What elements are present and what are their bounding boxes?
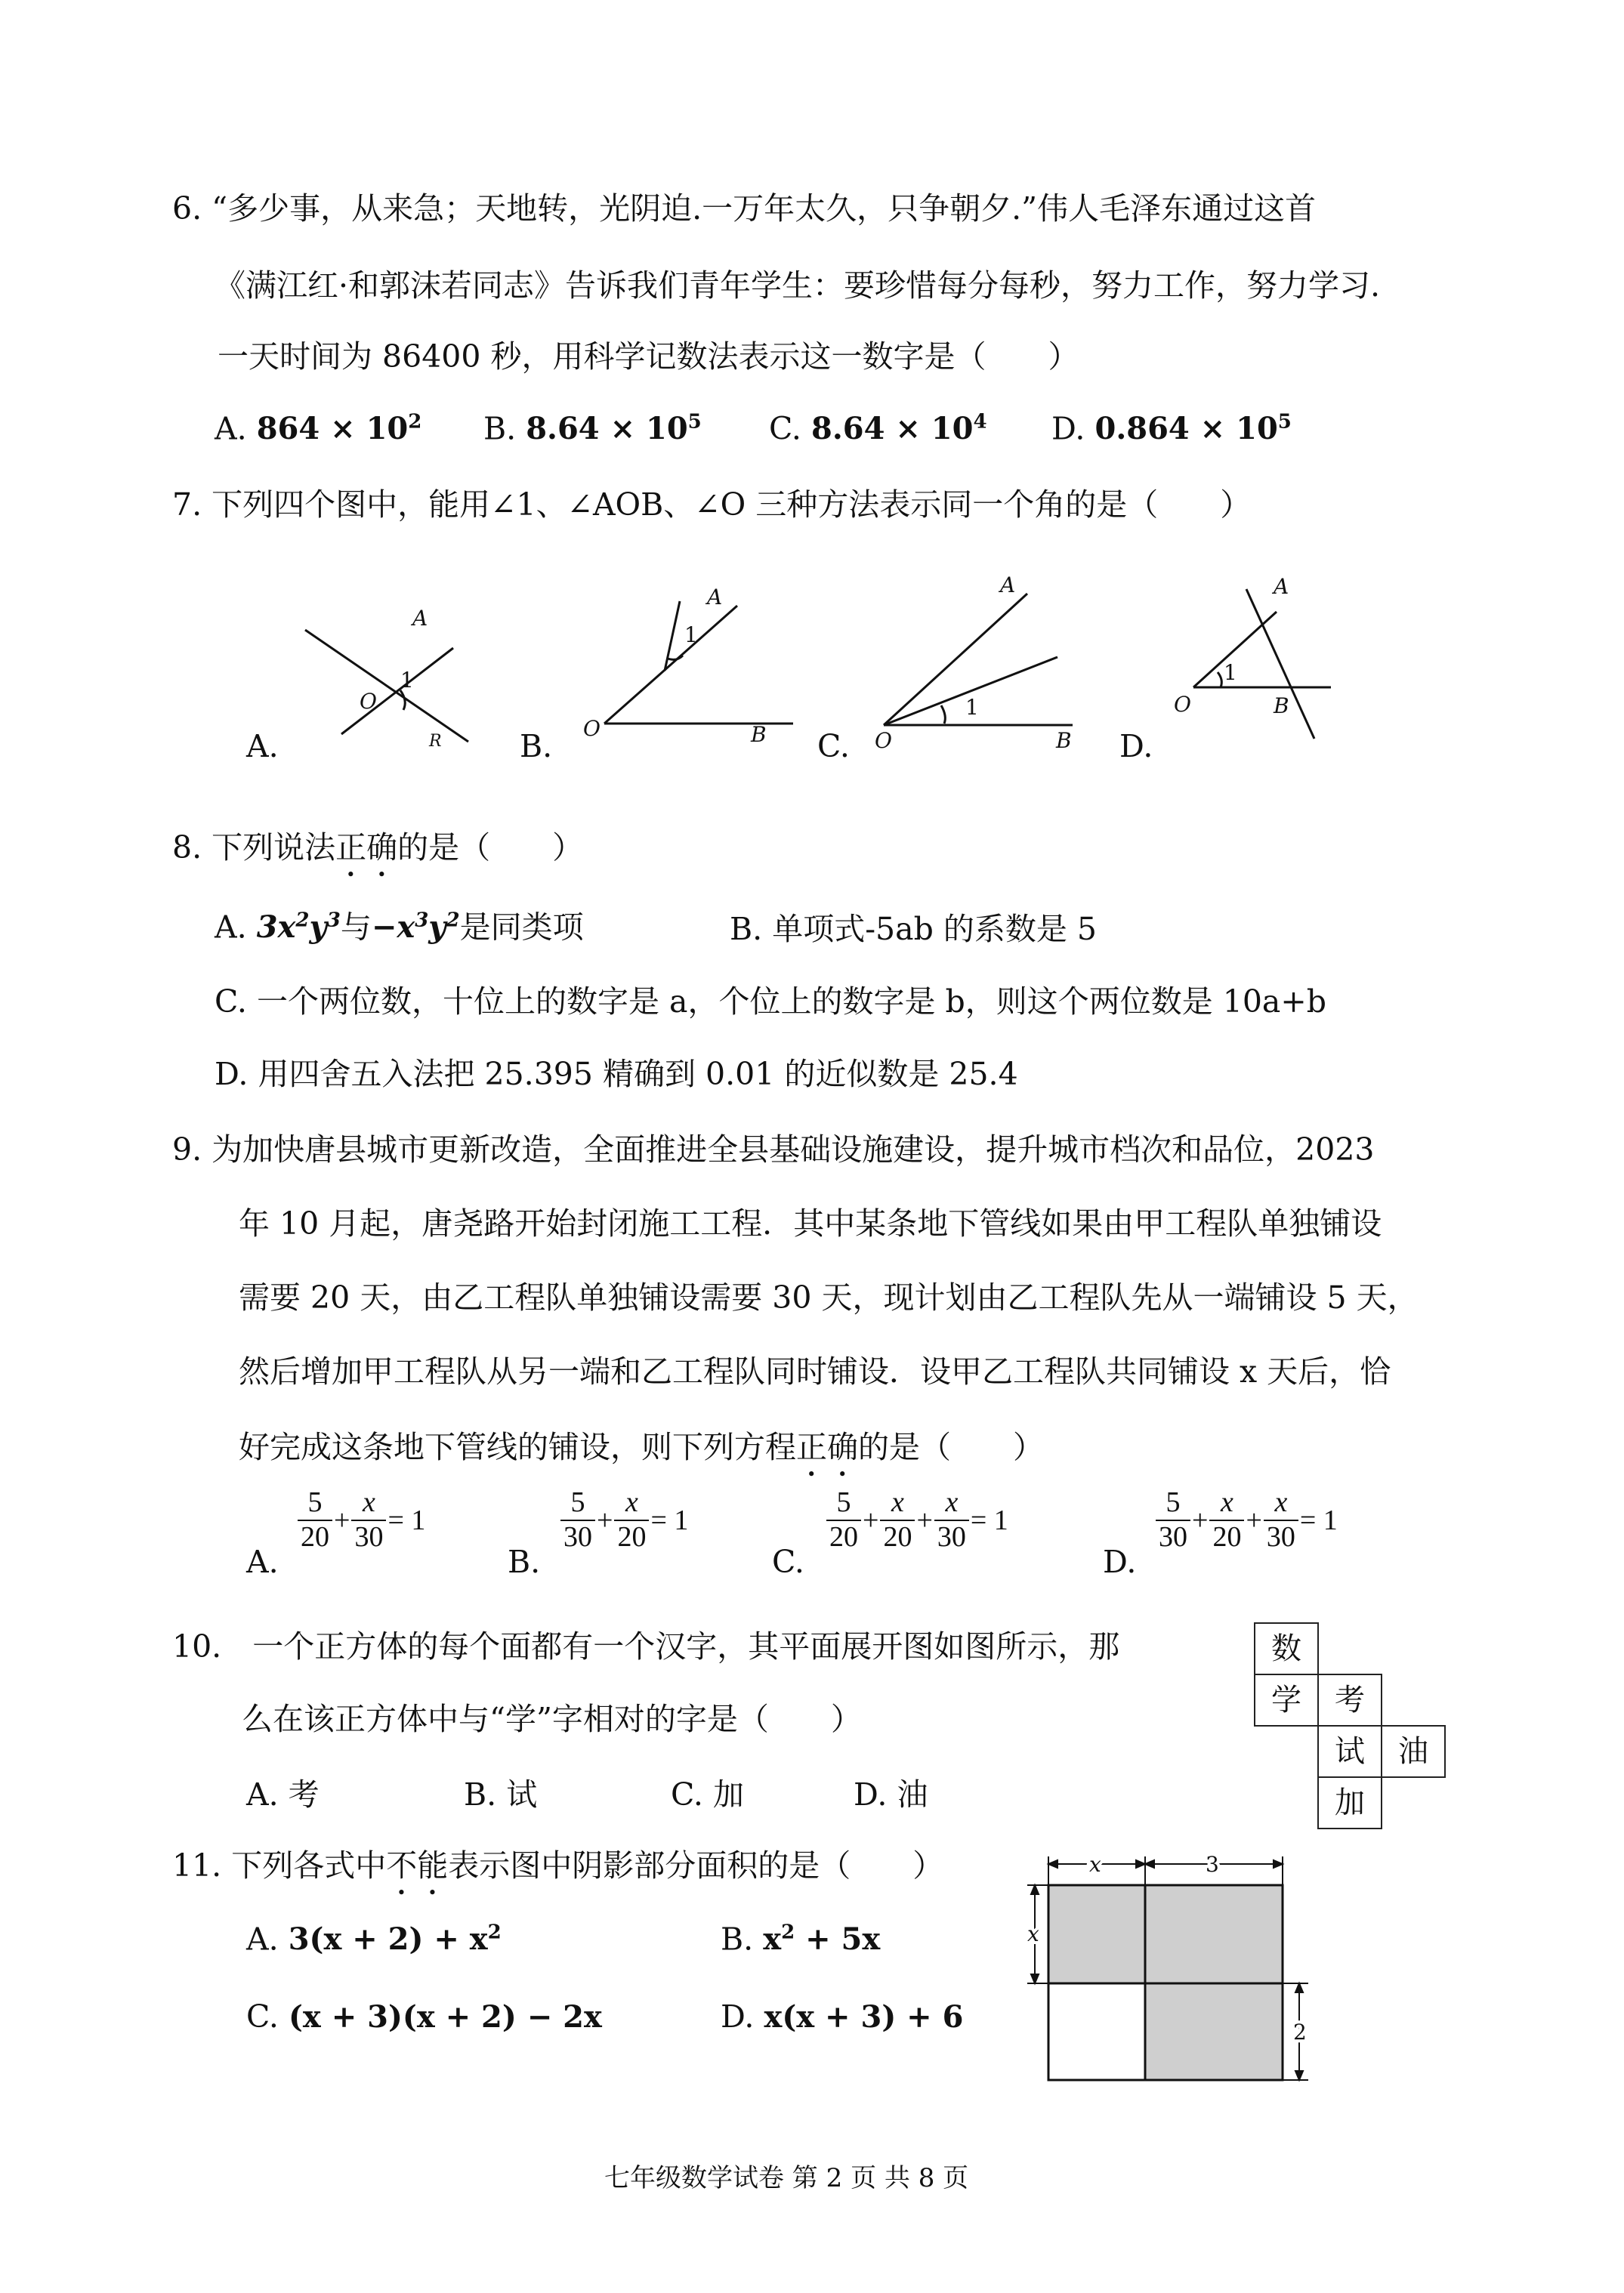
- fraction: [1156, 1486, 1190, 1554]
- q11-area-figure: [1024, 1847, 1357, 2104]
- math-base: 8.64 × 10: [526, 411, 688, 447]
- q8-option-c: C. 一个两位数，十位上的数字是 a，个位上的数字是 b，则这个两位数是 10a+b: [215, 983, 1326, 1020]
- denominator: 30: [563, 1520, 592, 1553]
- q9-line2: 年 10 月起，唐尧路开始封闭施工工程．其中某条地下管线如果由甲工程队单独铺设: [239, 1205, 1382, 1242]
- math-exp: 4: [973, 411, 987, 434]
- figD-arc: [1218, 672, 1221, 687]
- q7-option-a: A.: [246, 728, 279, 764]
- shade-bottom-right: [1145, 1983, 1283, 2080]
- figC-label-1: 1: [965, 695, 979, 720]
- dim-label-x-top: x: [1089, 1852, 1101, 1877]
- figC-label-a: A: [1000, 572, 1016, 597]
- math-exp: 2: [408, 411, 422, 434]
- math-term: 3x: [256, 909, 296, 946]
- net-cell-xue: 学: [1254, 1674, 1319, 1727]
- q11-option-a: [246, 1921, 502, 1958]
- numerator: x: [614, 1486, 649, 1521]
- q8-option-a: [215, 909, 584, 946]
- denominator: 30: [354, 1520, 384, 1553]
- q6-option-b: [483, 410, 702, 447]
- figB-label-1: 1: [684, 622, 698, 647]
- fraction: [934, 1486, 969, 1554]
- denominator: 30: [1159, 1520, 1187, 1553]
- equals-one: = 1: [650, 1504, 689, 1536]
- shade-top-left: [1048, 1885, 1145, 1983]
- figB-label-a: A: [707, 585, 723, 610]
- q6-option-c: [769, 410, 987, 447]
- option-label: D.: [721, 1998, 755, 2035]
- math-exp: 3: [326, 909, 341, 932]
- math-expr: x: [763, 1921, 782, 1958]
- option-math: [257, 411, 422, 446]
- option-math: [1095, 411, 1292, 446]
- page-footer: [604, 2157, 968, 2194]
- q8-option-b: B. 单项式-5ab 的系数是 5: [730, 911, 1097, 947]
- option-math: [289, 1921, 502, 1957]
- option-math: [811, 411, 987, 446]
- math-expr: + 5x: [795, 1921, 881, 1958]
- plus-sign: +: [334, 1504, 350, 1536]
- q9-option-a-label: A.: [246, 1544, 279, 1580]
- math-exp: 5: [1277, 411, 1292, 434]
- denominator: 30: [1266, 1520, 1295, 1553]
- net-cell-shu: 数: [1254, 1622, 1319, 1675]
- arrow: [1031, 1974, 1039, 1983]
- figA-line-1: [305, 630, 468, 742]
- option-label: C.: [769, 410, 801, 447]
- q10-option-c: C. 加: [671, 1776, 744, 1813]
- option-math: [257, 909, 341, 945]
- numerator: 5: [298, 1486, 332, 1521]
- fraction: [826, 1486, 861, 1554]
- q10-line1: 10. 一个正方体的每个面都有一个汉字，其平面展开图如图所示，那: [172, 1628, 1120, 1665]
- net-cell-kao: 考: [1317, 1674, 1382, 1727]
- math-expr: 3(x + 2) + x: [288, 1921, 488, 1958]
- q6-line2: 《满江红·和郭沫若同志》告诉我们青年学生：要珍惜每分每秒，努力工作，努力学习.: [215, 267, 1381, 304]
- option-math: (x + 3)(x + 2) − 2x: [289, 1999, 602, 2035]
- figC-arc: [941, 705, 945, 724]
- q9-line4: 然后增加甲工程队从另一端和乙工程队同时铺设．设甲乙工程队共同铺设 x 天后，恰: [239, 1353, 1391, 1390]
- arrow: [1048, 1860, 1057, 1868]
- stem-emphasis: 正确: [335, 829, 398, 866]
- q7-option-b: B.: [520, 728, 553, 764]
- q11-option-b: [721, 1921, 881, 1958]
- arrow: [1295, 1983, 1303, 1992]
- page-number: 2: [826, 2163, 843, 2193]
- denominator: 20: [883, 1520, 912, 1553]
- q9-line5: [239, 1429, 1044, 1483]
- stem-emphasis: 不能: [386, 1847, 449, 1884]
- figB-label-b: B: [751, 722, 767, 747]
- q10-line2: 么在该正方体中与“学”字相对的字是（ ）: [242, 1701, 862, 1737]
- plus-sign: +: [916, 1504, 933, 1536]
- figA-label-a: A: [412, 606, 428, 631]
- q6-option-a: [215, 410, 422, 447]
- q10-option-a: A. 考: [246, 1776, 320, 1813]
- denominator: 20: [1212, 1520, 1242, 1553]
- numerator: x: [1209, 1486, 1244, 1521]
- figA-label-1: 1: [400, 668, 414, 693]
- net-cell-jia: 加: [1317, 1776, 1382, 1829]
- q8-option-d: D. 用四舍五入法把 25.395 精确到 0.01 的近似数是 25.4: [215, 1056, 1018, 1092]
- math-exp: 2: [446, 909, 460, 932]
- math-exp: 2: [487, 1921, 502, 1944]
- figA-label-o: O: [360, 689, 377, 714]
- option-math: [526, 411, 702, 446]
- math-base: 0.864 × 10: [1095, 411, 1278, 447]
- stem-text: 11. 下列各式中: [172, 1847, 387, 1884]
- math-base: 8.64 × 10: [811, 411, 974, 447]
- figC-label-b: B: [1056, 728, 1072, 753]
- q9-option-b-label: B.: [508, 1544, 541, 1580]
- denominator: 30: [937, 1520, 966, 1553]
- figA-arc: [400, 690, 405, 710]
- stem-text: 8. 下列说法: [172, 829, 336, 866]
- q9-option-b-equation: [560, 1486, 690, 1554]
- stem-text: 的是（ ）: [397, 829, 584, 866]
- q11-option-c: [246, 1998, 602, 2035]
- fraction: [560, 1486, 595, 1554]
- q11-stem: [172, 1847, 943, 1902]
- q8-stem: [172, 829, 583, 884]
- equals-one: = 1: [1299, 1504, 1338, 1536]
- math-exp: 3: [415, 909, 429, 932]
- numerator: 5: [1156, 1486, 1190, 1521]
- option-text: 与: [340, 909, 372, 946]
- q9-option-d-equation: [1156, 1486, 1339, 1554]
- figD-label-a: A: [1274, 574, 1289, 599]
- q9-option-c-equation: [826, 1486, 1010, 1554]
- fraction: [1209, 1486, 1244, 1554]
- equals-one: = 1: [970, 1504, 1008, 1536]
- denominator: 20: [301, 1520, 329, 1553]
- plus-sign: +: [1246, 1504, 1262, 1536]
- numerator: x: [934, 1486, 969, 1521]
- figB-ray-oa: [604, 606, 737, 724]
- q9-option-a-equation: [298, 1486, 427, 1554]
- q7-option-c: C.: [817, 728, 850, 764]
- arrow: [1295, 2071, 1303, 2080]
- q6-option-d: [1051, 410, 1292, 447]
- math-term: y: [309, 909, 327, 946]
- plus-sign: +: [597, 1504, 613, 1536]
- q9-option-d-label: D.: [1103, 1544, 1137, 1580]
- figD-label-1: 1: [1224, 660, 1237, 685]
- dim-label-3: 3: [1206, 1852, 1219, 1877]
- net-cell-shi: 试: [1317, 1725, 1382, 1778]
- math-exp: 2: [781, 1921, 795, 1944]
- numerator: 5: [560, 1486, 595, 1521]
- fraction: [351, 1486, 386, 1554]
- option-label: A.: [246, 1921, 279, 1958]
- q7-option-d: D.: [1119, 728, 1153, 764]
- equals-one: = 1: [387, 1504, 426, 1536]
- arrow: [1145, 1860, 1154, 1868]
- page-total: 8: [918, 2163, 935, 2193]
- option-math: x(x + 3) + 6: [764, 1999, 964, 2035]
- figC-label-o: O: [875, 728, 892, 753]
- figC-ray-oa: [884, 594, 1027, 725]
- numerator: x: [880, 1486, 915, 1521]
- figB-label-o: O: [583, 716, 601, 741]
- q7-figures: [0, 566, 1624, 793]
- q9-line3: 需要 20 天，由乙工程队单独铺设需要 30 天，现计划由乙工程队先从一端铺设 5 天，: [239, 1279, 1419, 1316]
- math-term: −x: [371, 909, 415, 946]
- figD-label-o: O: [1174, 692, 1191, 717]
- arrow: [1031, 1885, 1039, 1894]
- fraction: [298, 1486, 332, 1554]
- q6-line3: 一天时间为 86400 秒，用科学记数法表示这一数字是（ ）: [218, 338, 1079, 375]
- plus-sign: +: [863, 1504, 879, 1536]
- footer-text: 七年级数学试卷 第: [604, 2163, 826, 2193]
- numerator: x: [1264, 1486, 1298, 1521]
- q10-option-d: D. 油: [854, 1776, 928, 1813]
- option-label: B.: [721, 1921, 754, 1958]
- q9-option-c-label: C.: [772, 1544, 804, 1580]
- option-label: D.: [1051, 410, 1085, 447]
- option-label: A.: [215, 410, 247, 447]
- q11-option-d: [721, 1998, 964, 2035]
- option-text: 是同类项: [459, 909, 584, 946]
- fraction: [614, 1486, 649, 1554]
- option-math: [763, 1921, 880, 1957]
- dim-label-2: 2: [1293, 2020, 1307, 2045]
- stem-text: 的是（ ）: [858, 1429, 1044, 1465]
- math-base: 864 × 10: [256, 411, 409, 447]
- q9-line1: 9. 为加快唐县城市更新改造，全面推进全县基础设施建设，提升城市档次和品位，2023: [172, 1131, 1375, 1168]
- footer-text: 页: [934, 2163, 969, 2193]
- math-exp: 2: [295, 909, 310, 932]
- stem-text: 表示图中阴影部分面积的是（ ）: [448, 1847, 944, 1884]
- denominator: 20: [617, 1520, 647, 1553]
- net-cell-you: 油: [1381, 1725, 1446, 1778]
- option-math: [372, 909, 460, 945]
- stem-emphasis: 正确: [796, 1429, 858, 1465]
- figD-label-b: B: [1274, 693, 1289, 718]
- dim-label-x-left: x: [1027, 1921, 1039, 1946]
- fraction: [1264, 1486, 1298, 1554]
- option-label: C.: [246, 1998, 279, 2035]
- arrow: [1274, 1860, 1283, 1868]
- fraction: [880, 1486, 915, 1554]
- q7-stem: 7. 下列四个图中，能用∠1、∠AOB、∠O 三种方法表示同一个角的是（ ）: [172, 486, 1252, 523]
- stem-text: 好完成这条地下管线的铺设，则下列方程: [239, 1429, 796, 1465]
- math-term: y: [428, 909, 446, 946]
- figA-label-r: R: [429, 732, 442, 751]
- shade-top-right: [1145, 1885, 1283, 1983]
- denominator: 20: [829, 1520, 858, 1553]
- option-label: B.: [483, 410, 517, 447]
- footer-text: 页 共: [842, 2163, 919, 2193]
- option-label: A.: [215, 909, 247, 946]
- figB-arc: [668, 656, 683, 659]
- numerator: 5: [826, 1486, 861, 1521]
- math-exp: 5: [687, 411, 702, 434]
- numerator: x: [351, 1486, 386, 1521]
- plus-sign: +: [1192, 1504, 1209, 1536]
- q6-line1: 6. “多少事，从来急；天地转，光阴迫.一万年太久，只争朝夕.”伟人毛泽东通过这首: [172, 190, 1317, 227]
- q10-option-b: B. 试: [464, 1776, 538, 1813]
